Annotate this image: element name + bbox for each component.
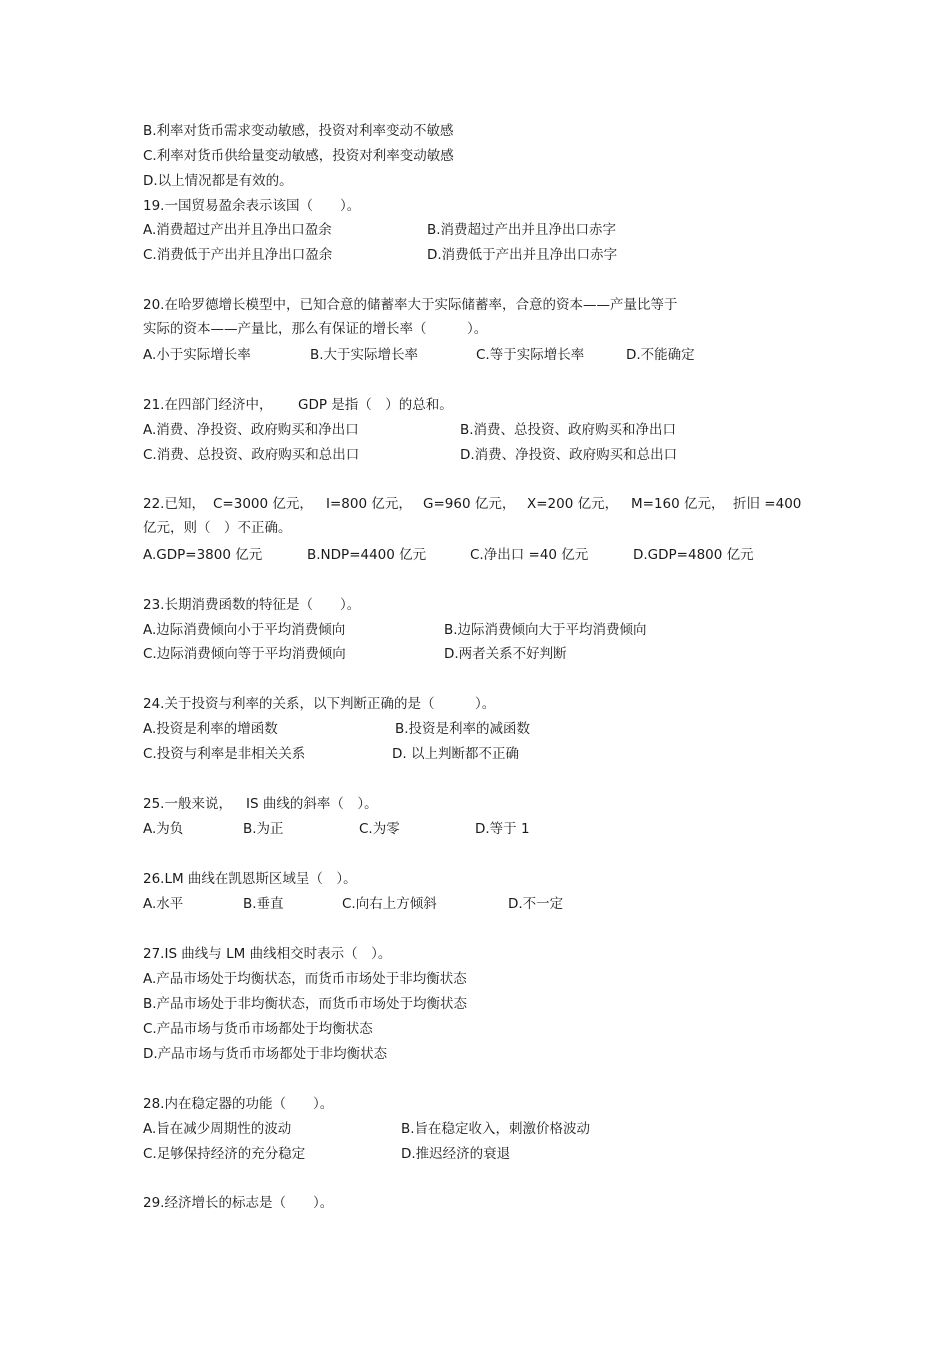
question-29: 29.经济增长的标志是（ ）。 [143, 1195, 334, 1211]
question-25: 25.一般来说， [143, 796, 232, 812]
option-d: D.不能确定 [626, 347, 695, 363]
question-28: 28.内在稳定器的功能（ ）。 [143, 1096, 334, 1112]
option-b: B.消费超过产出并且净出口赤字 [427, 222, 617, 238]
option-a: A.产品市场处于均衡状态，而货币市场处于非均衡状态 [143, 971, 467, 987]
question-20-cont: 实际的资本——产量比，那么有保证的增长率（ ）。 [143, 321, 488, 337]
option-a: A.为负 [143, 821, 184, 837]
option-d: D.消费低于产出并且净出口赤字 [427, 247, 618, 263]
question-26: 26.LM 曲线在凯恩斯区域呈（ ）。 [143, 871, 357, 887]
option-c: C.为零 [359, 821, 400, 837]
option-b: B.消费、总投资、政府购买和净出口 [460, 422, 677, 438]
option-c: C.净出口 =40 亿元 [470, 547, 589, 563]
option-c: C.足够保持经济的充分稳定 [143, 1146, 306, 1162]
option-a: A.小于实际增长率 [143, 347, 251, 363]
option-c: C.产品市场与货币市场都处于均衡状态 [143, 1021, 373, 1037]
question-22-i: I=800 亿元， [326, 496, 412, 512]
option-a: A.消费、净投资、政府购买和净出口 [143, 422, 359, 438]
question-21-cont: GDP 是指（ ）的总和。 [298, 397, 453, 413]
option-a: A.水平 [143, 896, 184, 912]
question-22-x: X=200 亿元， [527, 496, 619, 512]
option-c: C.向右上方倾斜 [342, 896, 437, 912]
option-c: C.边际消费倾向等于平均消费倾向 [143, 646, 346, 662]
question-23: 23.长期消费函数的特征是（ ）。 [143, 597, 361, 613]
question-24: 24.关于投资与利率的关系，以下判断正确的是（ ）。 [143, 696, 496, 712]
question-22-depreciation: 折旧 =400 [733, 496, 802, 512]
option-d: D.消费、净投资、政府购买和总出口 [460, 447, 678, 463]
option-b: B.旨在稳定收入，刺激价格波动 [401, 1121, 591, 1137]
option-d: D.等于 1 [475, 821, 530, 837]
option-d: D.不一定 [508, 896, 564, 912]
option-d: D.两者关系不好判断 [444, 646, 567, 662]
option-b: B.NDP=4400 亿元 [307, 547, 427, 563]
option-a: A.消费超过产出并且净出口盈余 [143, 222, 332, 238]
option-a: A.旨在减少周期性的波动 [143, 1121, 292, 1137]
question-22: 22.已知， [143, 496, 205, 512]
question-25-cont: IS 曲线的斜率（ ）。 [246, 796, 378, 812]
option-b: B.垂直 [243, 896, 284, 912]
option-a: A.边际消费倾向小于平均消费倾向 [143, 622, 346, 638]
text-line: C.利率对货币供给量变动敏感，投资对利率变动敏感 [143, 148, 454, 164]
option-d: D.推迟经济的衰退 [401, 1146, 511, 1162]
option-a: A.投资是利率的增函数 [143, 721, 278, 737]
option-c: C.消费、总投资、政府购买和总出口 [143, 447, 360, 463]
option-b: B.大于实际增长率 [310, 347, 419, 363]
question-22-m: M=160 亿元， [631, 496, 725, 512]
option-d: D. 以上判断都不正确 [392, 746, 519, 762]
option-d: D.GDP=4800 亿元 [633, 547, 754, 563]
question-21: 21.在四部门经济中， [143, 397, 273, 413]
question-22-cont: 亿元，则（ ）不正确。 [143, 520, 292, 536]
question-22-g: G=960 亿元， [423, 496, 516, 512]
option-a: A.GDP=3800 亿元 [143, 547, 263, 563]
text-line: B.利率对货币需求变动敏感，投资对利率变动不敏感 [143, 123, 454, 139]
question-20: 20.在哈罗德增长模型中，已知合意的储蓄率大于实际储蓄率，合意的资本——产量比等于 [143, 297, 678, 313]
question-22-c: C=3000 亿元， [213, 496, 313, 512]
question-19: 19.一国贸易盈余表示该国（ ）。 [143, 198, 361, 214]
text-line: D.以上情况都是有效的。 [143, 173, 293, 189]
option-b: B.投资是利率的减函数 [395, 721, 531, 737]
option-b: B.为正 [243, 821, 284, 837]
option-d: D.产品市场与货币市场都处于非均衡状态 [143, 1046, 388, 1062]
option-b: B.产品市场处于非均衡状态，而货币市场处于均衡状态 [143, 996, 468, 1012]
option-c: C.等于实际增长率 [476, 347, 585, 363]
option-c: C.投资与利率是非相关关系 [143, 746, 306, 762]
option-b: B.边际消费倾向大于平均消费倾向 [444, 622, 647, 638]
question-27: 27.IS 曲线与 LM 曲线相交时表示（ ）。 [143, 946, 392, 962]
option-c: C.消费低于产出并且净出口盈余 [143, 247, 333, 263]
